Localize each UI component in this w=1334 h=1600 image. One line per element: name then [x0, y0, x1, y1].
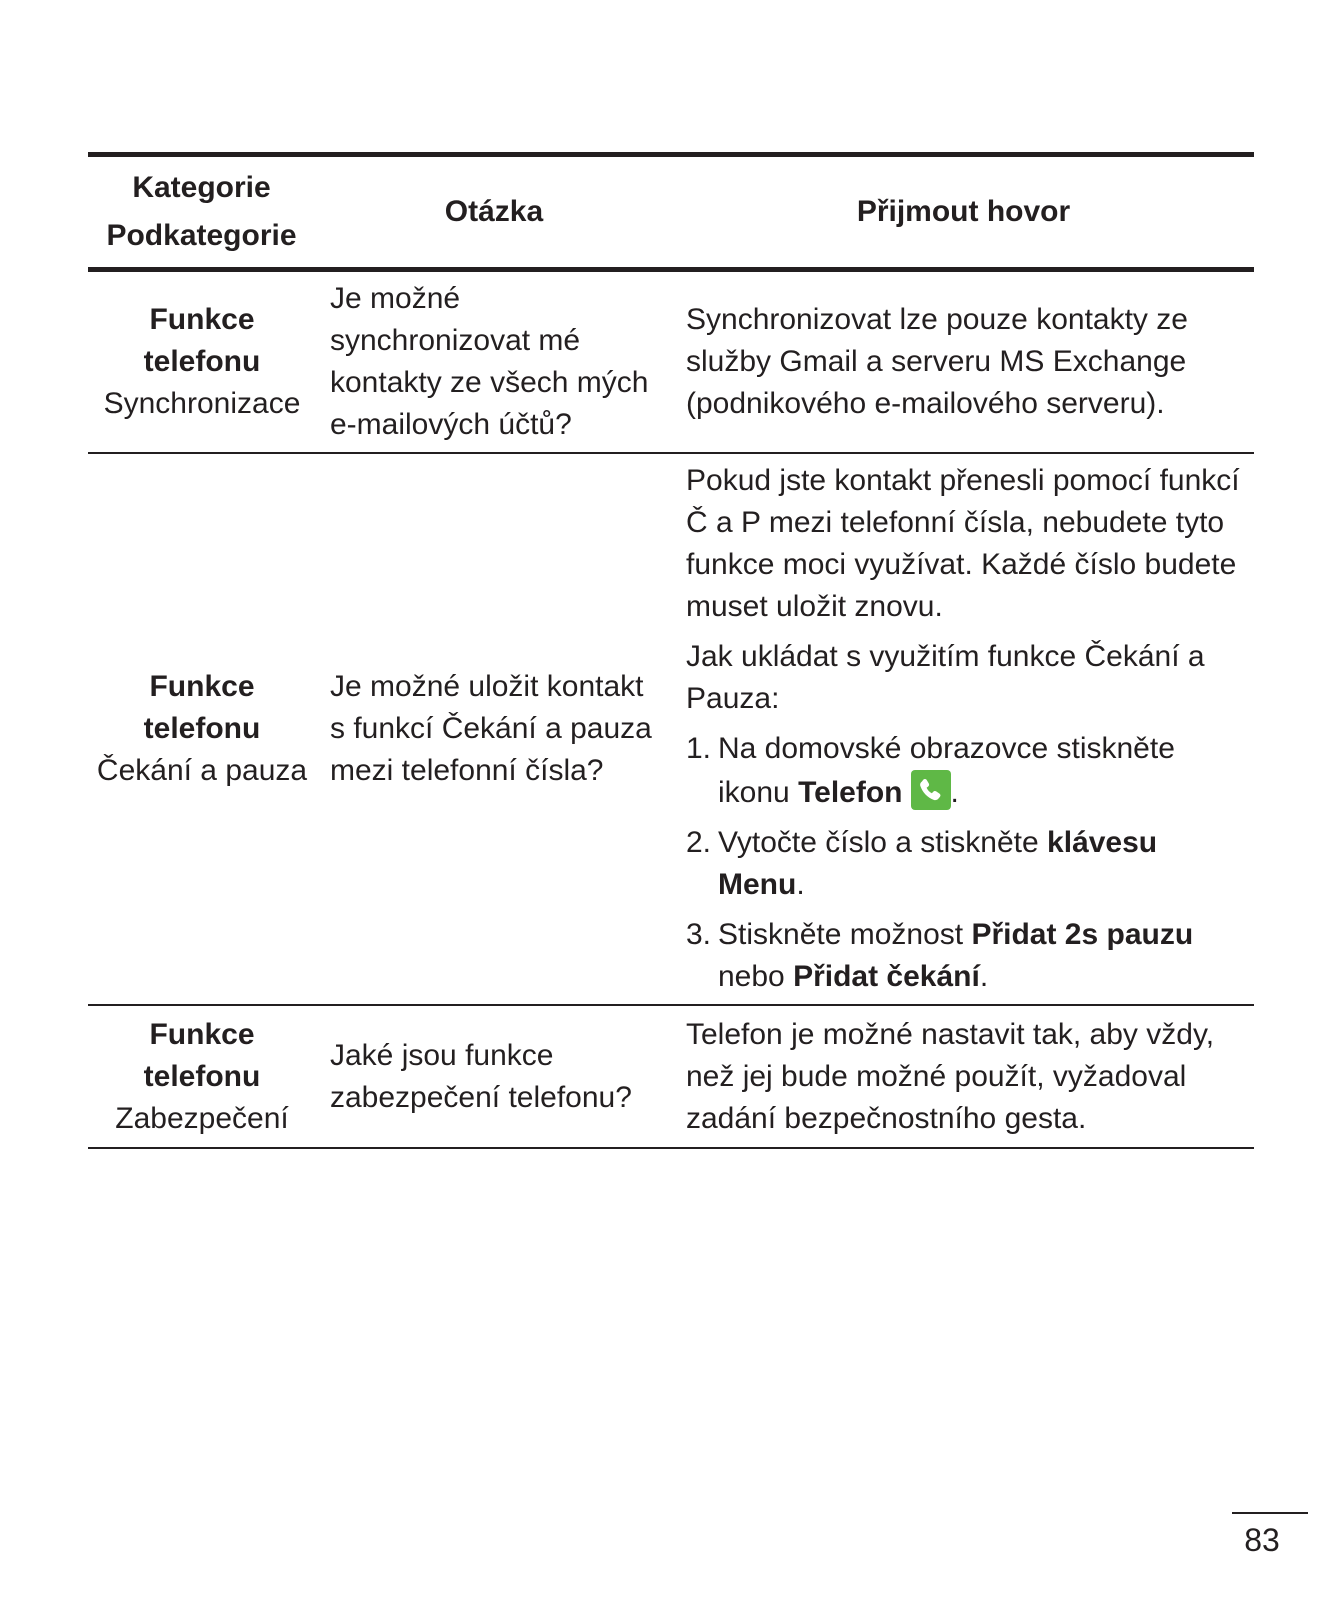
step-bold-text-2: Přidat čekání	[793, 960, 980, 993]
answer-cell: Synchronizovat lze pouze kontakty ze služby Gmail a serveru MS Exchange (podnikového e-mailového serveru).	[686, 303, 1188, 420]
step-text	[718, 914, 1248, 998]
list-item	[686, 822, 1248, 906]
table-header-row	[88, 155, 1254, 270]
row-category-cell	[88, 270, 316, 454]
steps-list	[686, 728, 1248, 998]
step-after-text: .	[796, 868, 805, 901]
table-row	[88, 1005, 1254, 1148]
step-bold-text: Přidat 2s pauzu	[971, 918, 1194, 951]
step-after-text: .	[979, 960, 989, 993]
row-category-cell	[88, 1005, 316, 1148]
step-plain-text: Stiskněte možnost	[718, 918, 972, 951]
header-answer: Přijmout hovor	[672, 155, 1254, 270]
step-number: 2.	[686, 826, 712, 859]
question-cell: Jaké jsou funkce zabezpečení telefonu?	[330, 1038, 632, 1114]
page-number: 83	[1244, 1522, 1280, 1558]
step-bold-text: Telefon	[798, 776, 903, 809]
answer-cell: Telefon je možné nastavit tak, aby vždy, než jej bude možné použít, vyžadoval zadání bezpečnostního gesta.	[686, 1017, 1215, 1135]
list-item	[686, 728, 1248, 814]
step-text	[718, 728, 1248, 814]
faq-table	[88, 152, 1254, 1149]
row-category-cell	[88, 453, 316, 1005]
question-cell: Je možné uložit kontakt s funkcí Čekání a pauza mezi telefonní čísla?	[330, 670, 652, 787]
header-category-label: Kategorie	[132, 171, 271, 204]
subcategory-name: Čekání a pauza	[96, 754, 308, 787]
answer-howto: Jak ukládat s využitím funkce Čekání a Pauza:	[686, 640, 1205, 715]
category-name: Funkce telefonu	[143, 1017, 261, 1093]
page-number-rule	[1232, 1512, 1308, 1514]
header-question: Otázka	[316, 155, 672, 270]
step-after-text: .	[950, 776, 959, 809]
header-category	[88, 155, 316, 270]
step-plain-text: Na domovské obrazovce stiskněte ikonu	[718, 732, 1175, 809]
answer-cell	[672, 453, 1254, 1005]
answer-intro: Pokud jste kontakt přenesli pomocí funkcí Č a P mezi telefonní čísla, nebudete tyto funkce moci využívat. Každé číslo budete muset uložit znovu.	[686, 464, 1240, 623]
list-item	[686, 914, 1248, 998]
category-name: Funkce telefonu	[143, 303, 261, 378]
step-bold-text: klávesu Menu	[718, 826, 1158, 901]
header-subcategory-label: Podkategorie	[106, 219, 297, 252]
table-row	[88, 270, 1254, 454]
phone-app-icon	[911, 770, 951, 810]
step-plain-text-2: nebo	[718, 960, 794, 993]
step-number: 1.	[686, 732, 712, 765]
category-name: Funkce telefonu	[143, 670, 261, 745]
step-text	[718, 822, 1248, 906]
step-plain-text: Vytočte číslo a stiskněte	[718, 826, 1048, 859]
subcategory-name: Zabezpečení	[115, 1101, 289, 1135]
subcategory-name: Synchronizace	[103, 387, 301, 420]
table-row	[88, 453, 1254, 1005]
step-number: 3.	[686, 918, 712, 951]
question-cell: Je možné synchronizovat mé kontakty ze všech mých e-mailových účtů?	[330, 282, 649, 441]
